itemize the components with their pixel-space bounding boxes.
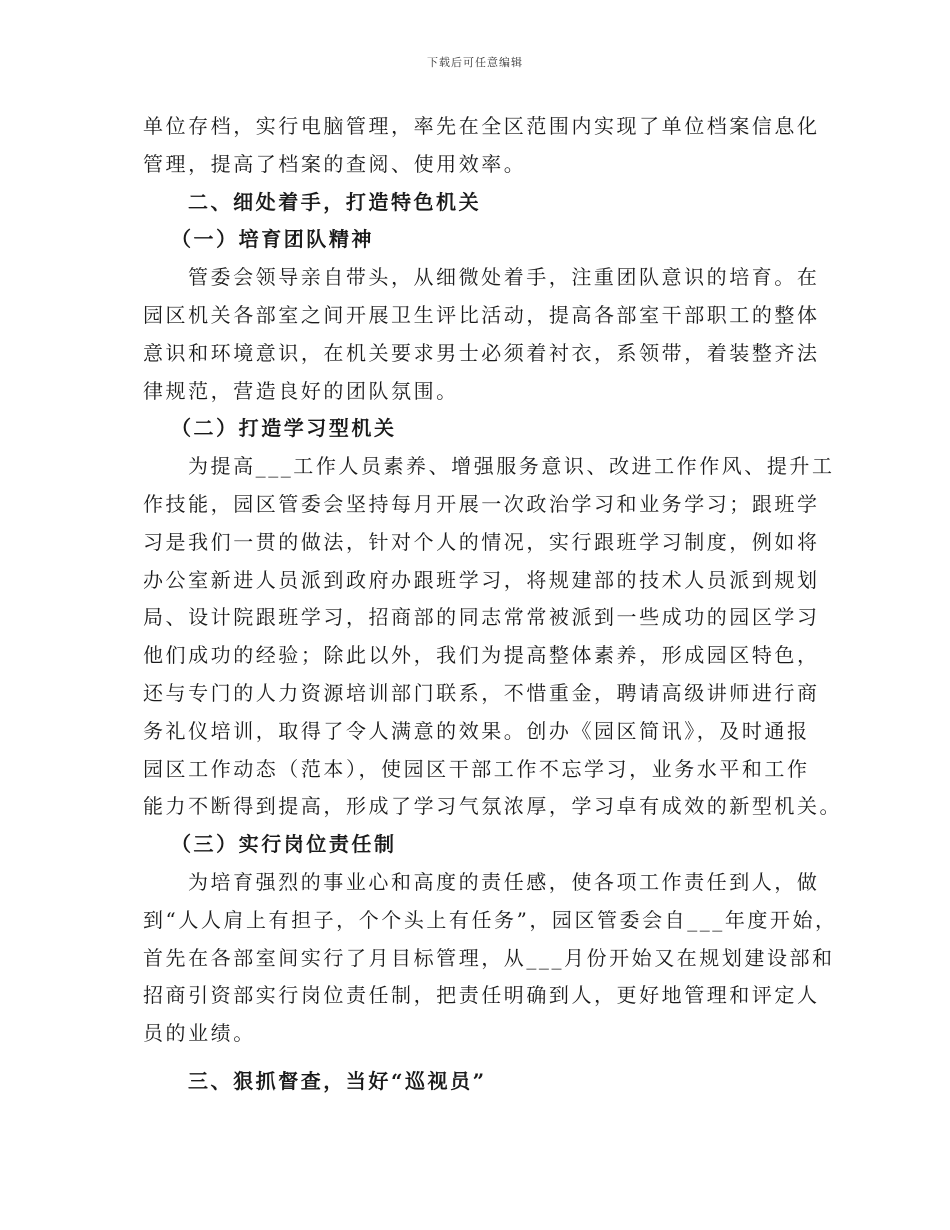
paragraph-line: 为培育强烈的事业心和高度的责任感，使各项工作责任到人，做: [188, 869, 820, 894]
paragraph-line: 律规范，营造良好的团队氛围。: [143, 378, 459, 403]
section-heading: 三、狠抓督查，当好“巡视员”: [188, 1068, 487, 1093]
page-header: 下载后可任意编辑: [427, 56, 523, 69]
paragraph-line: 局、设计院跟班学习，招商部的同志常常被派到一些成功的园区学习: [143, 605, 820, 630]
paragraph-line: 管理，提高了档案的查阅、使用效率。: [143, 151, 527, 176]
paragraph-line: 意识和环境意识，在机关要求男士必须着衬衣，系领带，着装整齐法: [143, 340, 820, 365]
paragraph-line: 管委会领导亲自带头，从细微处着手，注重团队意识的培育。在: [188, 265, 820, 290]
paragraph-line: 园区工作动态（范本），使园区干部工作不忘学习，业务水平和工作: [143, 756, 810, 781]
subsection-heading: （二）打造学习型机关: [171, 416, 397, 441]
paragraph-line: 务礼仪培训，取得了令人满意的效果。创办《园区简讯》，及时通报: [143, 718, 810, 743]
section-heading: 二、细处着手，打造特色机关: [188, 189, 482, 214]
paragraph-line: 还与专门的人力资源培训部门联系，不惜重金，聘请高级讲师进行商: [143, 680, 820, 705]
paragraph-line: 他们成功的经验；除此以外，我们为提高整体素养，形成园区特色，: [143, 643, 820, 668]
paragraph-line: 首先在各部室间实行了月目标管理，从___月份开始又在规划建设部和: [143, 945, 835, 970]
paragraph-line: 到“人人肩上有担子，个个头上有任务”，园区管委会自___年度开始，: [143, 907, 838, 932]
spacer: [143, 1053, 811, 1063]
paragraph-line: 习是我们一贯的做法，针对个人的情况，实行跟班学习制度，例如将: [143, 529, 820, 554]
paragraph-line: 作技能，园区管委会坚持每月开展一次政治学习和业务学习；跟班学: [143, 491, 820, 516]
paragraph-line: 办公室新进人员派到政府办跟班学习，将规建部的技术人员派到规划: [143, 567, 820, 592]
subsection-heading: （一）培育团队精神: [171, 227, 374, 252]
document-body: [143, 108, 843, 1101]
paragraph-line: 园区机关各部室之间开展卫生评比活动，提高各部室干部职工的整体: [143, 302, 820, 327]
paragraph-line: 员的业绩。: [143, 1021, 256, 1046]
subsection-heading: （三）实行岗位责任制: [171, 832, 397, 857]
paragraph-line: 能力不断得到提高，形成了学习气氛浓厚，学习卓有成效的新型机关。: [143, 794, 843, 819]
paragraph-line: 单位存档，实行电脑管理，率先在全区范围内实现了单位档案信息化: [143, 114, 820, 138]
paragraph-line: 为提高___工作人员素养、增强服务意识、改进工作作风、提升工: [188, 454, 835, 479]
paragraph-line: 招商引资部实行岗位责任制，把责任明确到人，更好地管理和评定人: [143, 983, 820, 1008]
